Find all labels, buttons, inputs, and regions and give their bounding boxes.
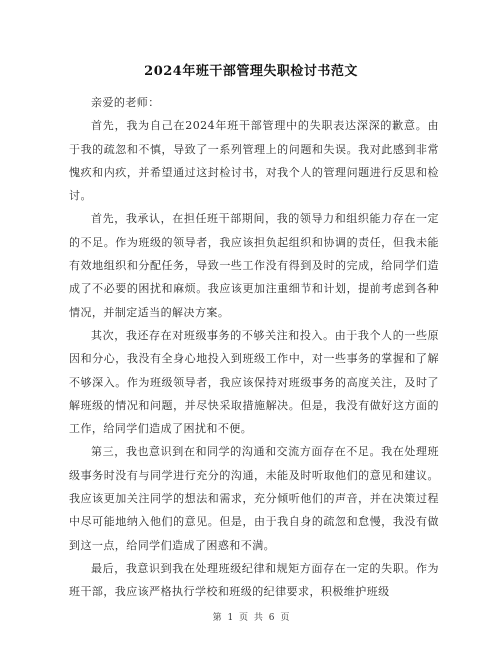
page-footer: 第 1 页 共 6 页 <box>212 613 290 623</box>
document-title: 2024年班干部管理失职检讨书范文 <box>144 64 358 79</box>
paragraph-3: 其次，我还存在对班级事务的不够关注和投入。由于我个人的一些原因和分心，我没有全身心地投入到班级工作中，对一些事务的掌握和了解不够深入。作为班级领导者，我应该保持对班级事务的高度关注，及时了解班级的情况和问题，并尽快采取措施解决。但是，我没有做好这方面的工作，给同学们造成了困扰和不便。 <box>69 328 439 436</box>
salutation: 亲爱的老师： <box>91 96 160 109</box>
paragraph-2: 首先，我承认，在担任班干部期间，我的领导力和组织能力存在一定的不足。作为班级的领导者，我应该担负起组织和协调的责任，但我未能有效地组织和分配任务，导致一些工作没有得到及时的完成，给同学们造成了不必要的困扰和麻烦。我应该更加注重细节和计划，提前考虑到各种情况，并制定适当的解决方案。 <box>69 212 439 319</box>
paragraph-5: 最后，我意识到我在处理班级纪律和规矩方面存在一定的失职。作为班干部，我应该严格执行学校和班级的纪律要求，积极维护班级 <box>69 561 439 599</box>
paragraph-1: 首先，我为自己在2024年班干部管理中的失职表达深深的歉意。由于我的疏忽和不慎，导致了一系列管理上的问题和失误。我对此感到非常愧疚和内疚，并希望通过这封检讨书，对我个人的管理问题进行反思和检讨。 <box>69 119 439 203</box>
document-body <box>69 91 439 604</box>
paragraph-4: 第三，我也意识到在和同学的沟通和交流方面存在不足。我在处理班级事务时没有与同学进行充分的沟通，未能及时听取他们的意见和建议。我应该更加关注同学的想法和需求，充分倾听他们的声音，并在决策过程中尽可能地纳入他们的意见。但是，由于我自身的疏忽和怠慢，我没有做到这一点，给同学们造成了困惑和不满。 <box>69 445 439 552</box>
